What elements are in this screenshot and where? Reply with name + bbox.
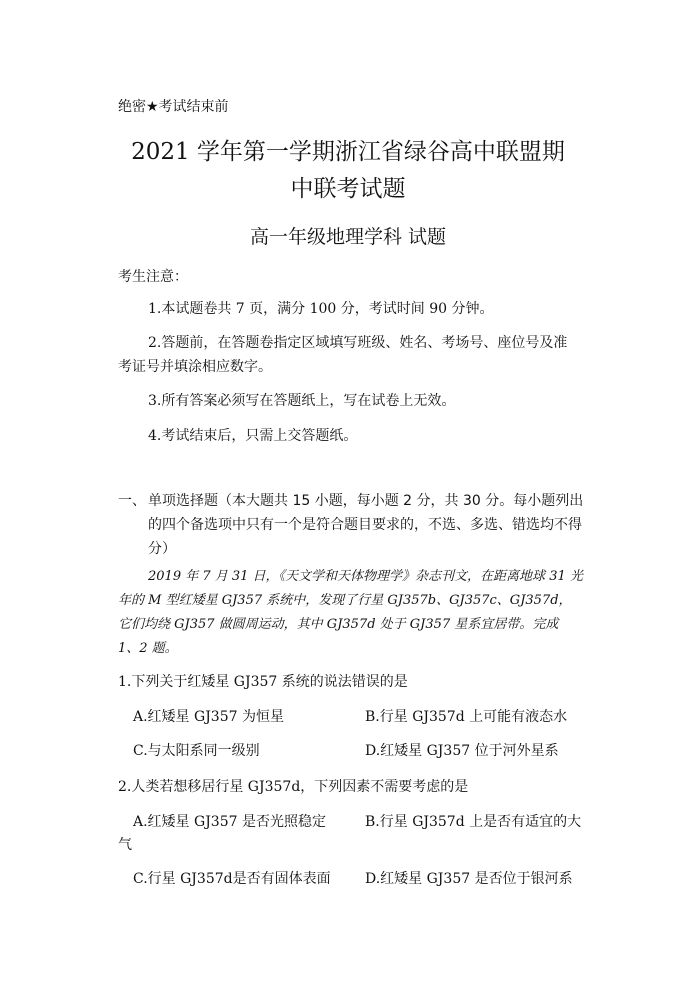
question-2-option-c: C.行星 GJ357d是否有固体表面 — [133, 871, 331, 887]
question-1-option-a: A.红矮星 GJ357 为恒星 — [133, 709, 284, 725]
question-2-option-a: A.红矮星 GJ357 是否光照稳定 — [133, 814, 326, 830]
notice-heading: 考生注意： — [118, 269, 188, 285]
exam-title-line2: 中联考试题 — [290, 176, 406, 202]
question-2-option-b-wrap: 气 — [118, 837, 132, 853]
section-instructions: 单项选择题（本大题共 15 小题，每小题 2 分，共 30 分。每小题列出的四个备选项中只有一个是符合题目要求的，不选、多选、错选均不得分） — [148, 493, 584, 557]
question-2-stem: 2.人类若想移居行星 GJ357d，下列因素不需要考虑的是 — [118, 779, 469, 795]
question-1-stem: 1.下列关于红矮星 GJ357 系统的说法错误的是 — [118, 674, 408, 690]
question-1-option-b: B.行星 GJ357d 上可能有液态水 — [365, 709, 568, 725]
section-heading — [118, 489, 588, 561]
question-2-option-d: D.红矮星 GJ357 是否位于银河系 — [365, 871, 573, 887]
question-2-option-b: B.行星 GJ357d 上是否有适宜的大 — [365, 814, 582, 830]
notice-item-1: 1.本试题卷共 7 页，满分 100 分，考试时间 90 分钟。 — [148, 301, 494, 317]
exam-title-line1: 2021 学年第一学期浙江省绿谷高中联盟期 — [131, 139, 565, 165]
secret-label: 绝密★考试结束前 — [118, 99, 229, 115]
exam-subtitle: 高一年级地理学科 试题 — [249, 226, 447, 248]
notice-item-3: 3.所有答案必须写在答题纸上，写在试卷上无效。 — [148, 393, 456, 409]
reading-passage: 2019 年 7 月 31 日，《天文学和天体物理学》杂志刊文，在距离地球 31 光年的 M 型红矮星 GJ357 系统中，发现了行星 GJ357b、GJ357c、GJ357d，它们均绕 GJ357 做圆周运动，其中 GJ357d 处于 GJ357 星系宜居带。完成 1、2 题。 — [118, 569, 583, 656]
question-1-option-c: C.与太阳系同一级别 — [133, 743, 260, 759]
notice-item-2: 2.答题前，在答题卷指定区域填写班级、姓名、考场号、座位号及准考证号并填涂相应数字。 — [118, 335, 568, 375]
section-number: 一、 — [118, 493, 146, 509]
question-1-option-d: D.红矮星 GJ357 位于河外星系 — [365, 743, 559, 759]
notice-item-4: 4.考试结束后，只需上交答题纸。 — [148, 428, 358, 444]
